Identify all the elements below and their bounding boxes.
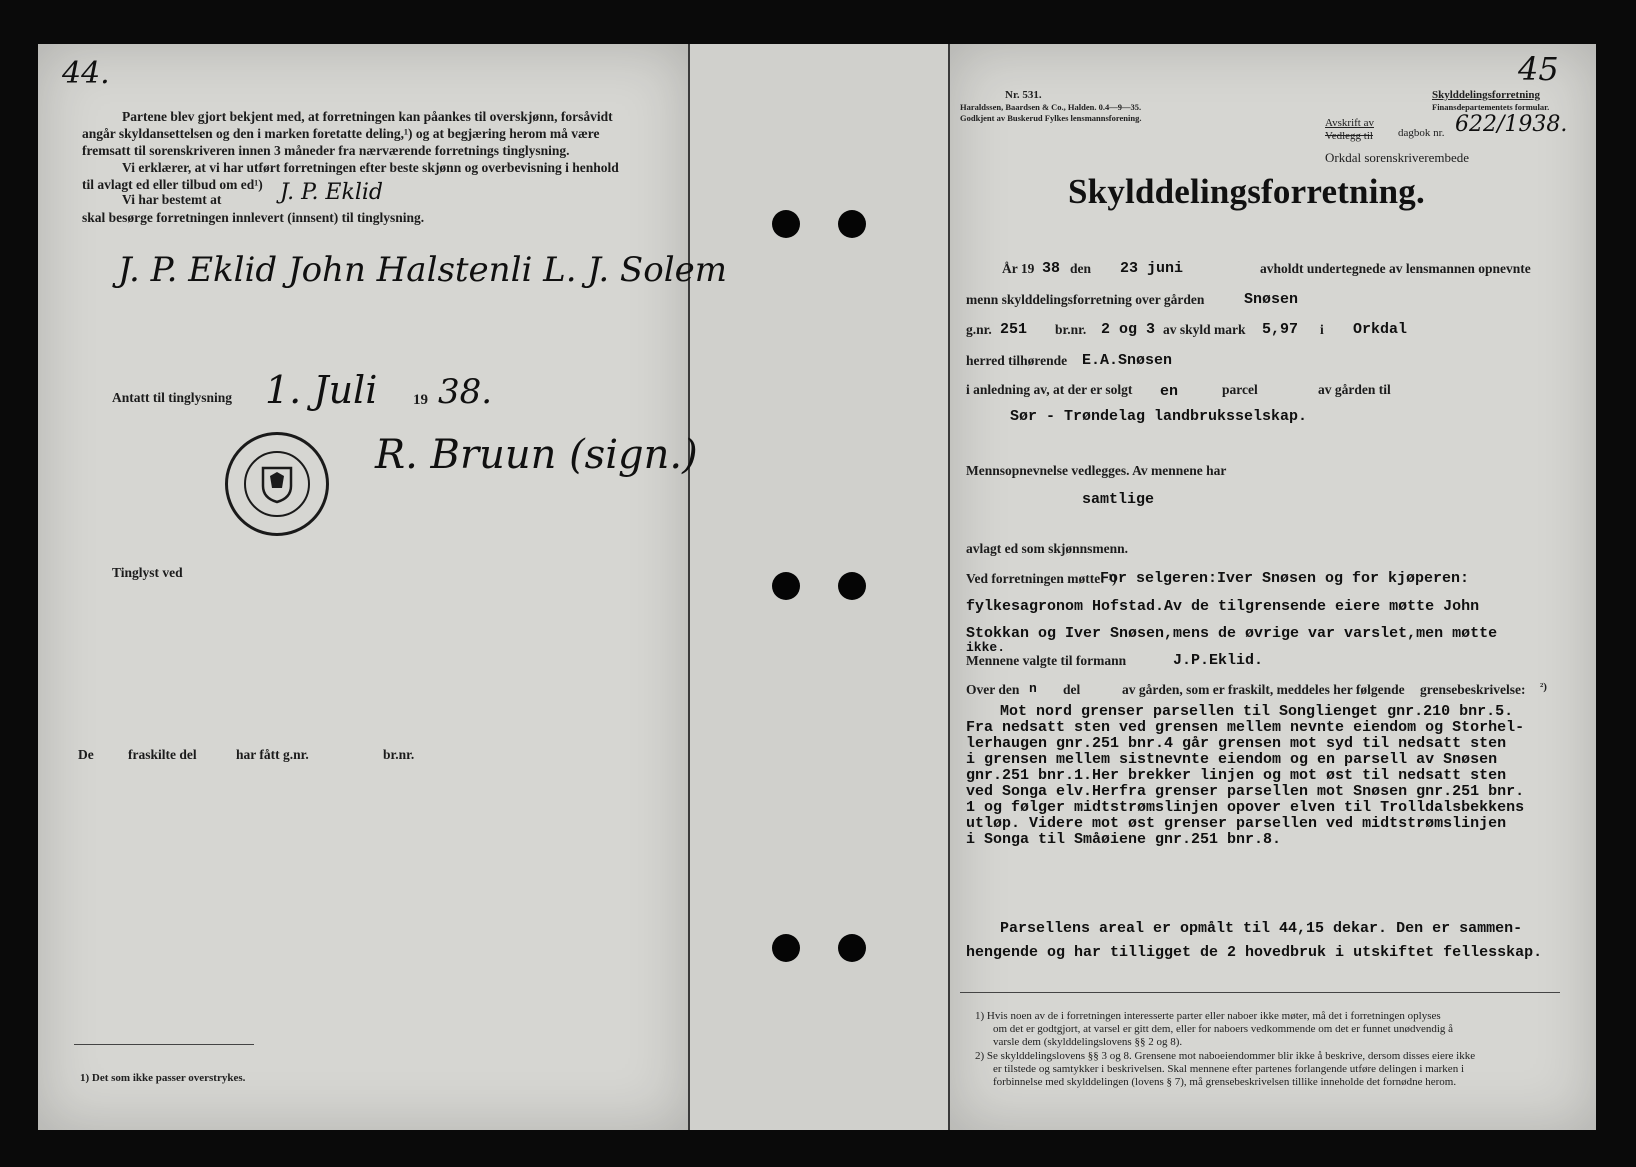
ar-value: 38 (1042, 260, 1061, 277)
av-garden-til: av gården til (1318, 382, 1391, 397)
binding-gutter (688, 44, 950, 1130)
besorge-line: skal besørge forretningen innlevert (innsent) til tinglysning. (82, 210, 425, 225)
en-value: en (1160, 383, 1179, 400)
tinglyst-label: Tinglyst ved (112, 565, 183, 580)
binder-hole (772, 934, 800, 962)
footnote-2 (975, 1050, 1475, 1089)
intro-line: til avlagt ed eller tilbud om ed¹) (82, 177, 263, 192)
right-page-number: 45 (1518, 50, 1559, 88)
bestemt-name: J. P. Eklid (280, 180, 383, 205)
year-prefix: 19 (413, 392, 428, 408)
grensebeskrivelse-label: grensebeskrivelse: (1420, 682, 1526, 697)
kommune: Orkdal (1353, 321, 1408, 338)
signatures: J. P. Eklid John Halstenli L. J. Solem (118, 250, 727, 290)
intro-line: angår skyldansettelsen og den i marken foretatte deling,¹) og at begjæring herom må være (82, 126, 600, 141)
seal-coat-of-arms-icon (244, 451, 310, 517)
ar-label: År 19 (1002, 261, 1035, 276)
form-subtitle-small: Finansdepartementets formular. (1432, 102, 1550, 112)
footnote-1 (975, 1010, 1453, 1049)
skyld-label: av skyld mark (1163, 322, 1246, 337)
boundary-line: 1 og følger midtstrømslinjen opover elven til Trolldalsbekkens (966, 799, 1525, 816)
den-label: den (1070, 261, 1092, 276)
over-den-value: n (1029, 681, 1037, 696)
owner: E.A.Snøsen (1082, 352, 1173, 369)
fraskilte-del: fraskilte del (128, 747, 197, 762)
left-footnote: 1) Det som ikke passer overstrykes. (80, 1072, 246, 1084)
mote-line: ikke. (966, 640, 1006, 655)
printer-line-2: Godkjent av Buskerud Fylkes lensmannsforening. (960, 113, 1142, 123)
fraskilte-gnr: har fått g.nr. (236, 747, 309, 762)
fraskilte-brnr: br.nr. (383, 747, 415, 762)
boundary-line: utløp. Videre mot øst grenser parsellen ved midtstrømslinjen (966, 815, 1507, 832)
antatt-date: 1. Juli (265, 368, 378, 412)
menn-line: menn skylddelingsforretning over gården (966, 292, 1205, 307)
dagbok-label: dagbok nr. (1398, 127, 1445, 139)
mennsopnevnelse: Mennsopnevnelse vedlegges. Av mennene har (966, 463, 1227, 478)
court-seal-stamp (225, 432, 329, 536)
main-title: Skylddelingsforretning. (1068, 172, 1425, 211)
anledning-label: i anledning av, at der er solgt (966, 382, 1133, 397)
gnr-value: 251 (1000, 321, 1028, 338)
boundary-line: gnr.251 bnr.1.Her brekker linjen og mot øst til nedsatt sten (966, 767, 1507, 784)
boundary-line: i Songa til Småøiene gnr.251 bnr.8. (966, 831, 1282, 848)
binder-hole (838, 572, 866, 600)
mote-line: Stokkan og Iver Snøsen,mens de øvrige var varslet,men møtte (966, 625, 1498, 642)
gutter-line-left (688, 44, 690, 1130)
binder-hole (772, 210, 800, 238)
boundary-line: lerhaugen gnr.251 bnr.4 går grensen mot syd til nedsatt sten (966, 735, 1507, 752)
signer: R. Bruun (sign.) (375, 432, 698, 478)
left-page-number: 44. (62, 56, 110, 91)
antatt-label: Antatt til tinglysning (112, 390, 233, 405)
areal-line: Parsellens areal er opmålt til 44,15 dekar. Den er sammen- (1000, 920, 1523, 937)
footnote-line: om det er godtgjort, at varsel er gitt dem, eller for naboers vedkommende om det er funnet unødvendig å (993, 1023, 1454, 1035)
i-label: i (1320, 322, 1324, 337)
formann-label: Mennene valgte til formann (966, 653, 1127, 668)
dagbok-value: 622/1938. (1455, 112, 1568, 137)
samtlige: samtlige (1082, 491, 1155, 508)
brnr-label: br.nr. (1055, 322, 1087, 337)
printer-line-1: Haraldssen, Baardsen & Co., Halden. 0.4—9—35. (960, 102, 1142, 112)
intro-line: Vi erklærer, at vi har utført forretningen efter beste skjønn og overbevisning i henhold (122, 160, 619, 175)
office: Orkdal sorenskriverembede (1325, 150, 1470, 165)
brnr-value: 2 og 3 (1101, 321, 1156, 338)
skyld-value: 5,97 (1262, 321, 1299, 338)
buyer: Sør - Trøndelag landbruksselskap. (1010, 408, 1308, 425)
over-rest: av gården, som er fraskilt, meddeles her følgende (1122, 682, 1405, 697)
date-value: 23 juni (1120, 260, 1184, 277)
footnote-divider (960, 992, 1560, 993)
footnote-line: er tilstede og samtykker i beskrivelsen. Skal mennene efter partenes forlangende utføre delingen i marken i (993, 1063, 1464, 1075)
boundary-line: Fra nedsatt sten ved grensen mellem nevnte eiendom og Storhel- (966, 719, 1525, 736)
footnote-line: forbinnelse med skylddelingen (lovens § 7), må grensebeskrivelsen tillike inneholde det fornødne herom. (993, 1076, 1457, 1088)
herred-label: herred tilhørende (966, 353, 1068, 368)
binder-hole (838, 210, 866, 238)
footnote-line: 2) Se skylddelingslovens §§ 3 og 8. Grensene mot naboeiendommer blir ikke å beskrive, dersom disses eiere ikke (975, 1050, 1476, 1062)
mote-line: For selgeren:Iver Snøsen og for kjøperen: (1100, 570, 1470, 587)
footnote-line: 1) Hvis noen av de i forretningen interesserte parter eller naboer ikke møter, må det i forretningen oplyses (975, 1010, 1441, 1022)
avlagt-line: avlagt ed som skjønnsmenn. (966, 541, 1129, 556)
over-label: Over den (966, 682, 1020, 697)
avholdt-text: avholdt undertegnede av lensmannen opnevnte (1260, 261, 1531, 276)
gnr-label: g.nr. (966, 322, 992, 337)
vedlegg-label: Vedlegg til (1325, 130, 1373, 142)
form-title-small: Skylddelingsforretning (1432, 89, 1540, 101)
footnote-divider (74, 1044, 254, 1045)
binder-hole (772, 572, 800, 600)
binder-hole (838, 934, 866, 962)
parcel-label: parcel (1222, 382, 1258, 397)
areal-line: hengende og har tilligget de 2 hovedbruk i utskiftet fellesskap. (966, 944, 1543, 961)
intro-line: Partene blev gjort bekjent med, at forretningen kan påankes til overskjønn, forsåvidt (122, 109, 613, 124)
antatt-year: 38. (438, 372, 493, 412)
over-del: del (1063, 682, 1081, 697)
farm-name: Snøsen (1244, 291, 1299, 308)
bestemt-label: Vi har bestemt at (122, 192, 222, 207)
avskrift-label: Avskrift av (1325, 117, 1374, 129)
boundary-line: ved Songa elv.Herfra grenser parsellen mot Snøsen gnr.251 bnr. (966, 783, 1525, 800)
mote-line: fylkesagronom Hofstad.Av de tilgrensende eiere møtte John (966, 598, 1480, 615)
intro-line: fremsatt til sorenskriveren innen 3 måneder fra nærværende forretnings tinglysning. (82, 143, 570, 158)
boundary-line: i grensen mellem sistnevnte eiendom og en parsell av Snøsen (966, 751, 1498, 768)
grense-sup: ²) (1540, 681, 1547, 693)
fraskilte-de: De (78, 747, 94, 762)
formann-value: J.P.Eklid. (1173, 652, 1264, 669)
form-number: Nr. 531. (1005, 89, 1042, 101)
footnote-line: varsle dem (skylddelingslovens §§ 2 og 8). (993, 1036, 1183, 1048)
boundary-line: Mot nord grenser parsellen til Songlienget gnr.210 bnr.5. (1000, 703, 1514, 720)
mote-label: Ved forretningen møtte: ¹) (966, 571, 1117, 586)
